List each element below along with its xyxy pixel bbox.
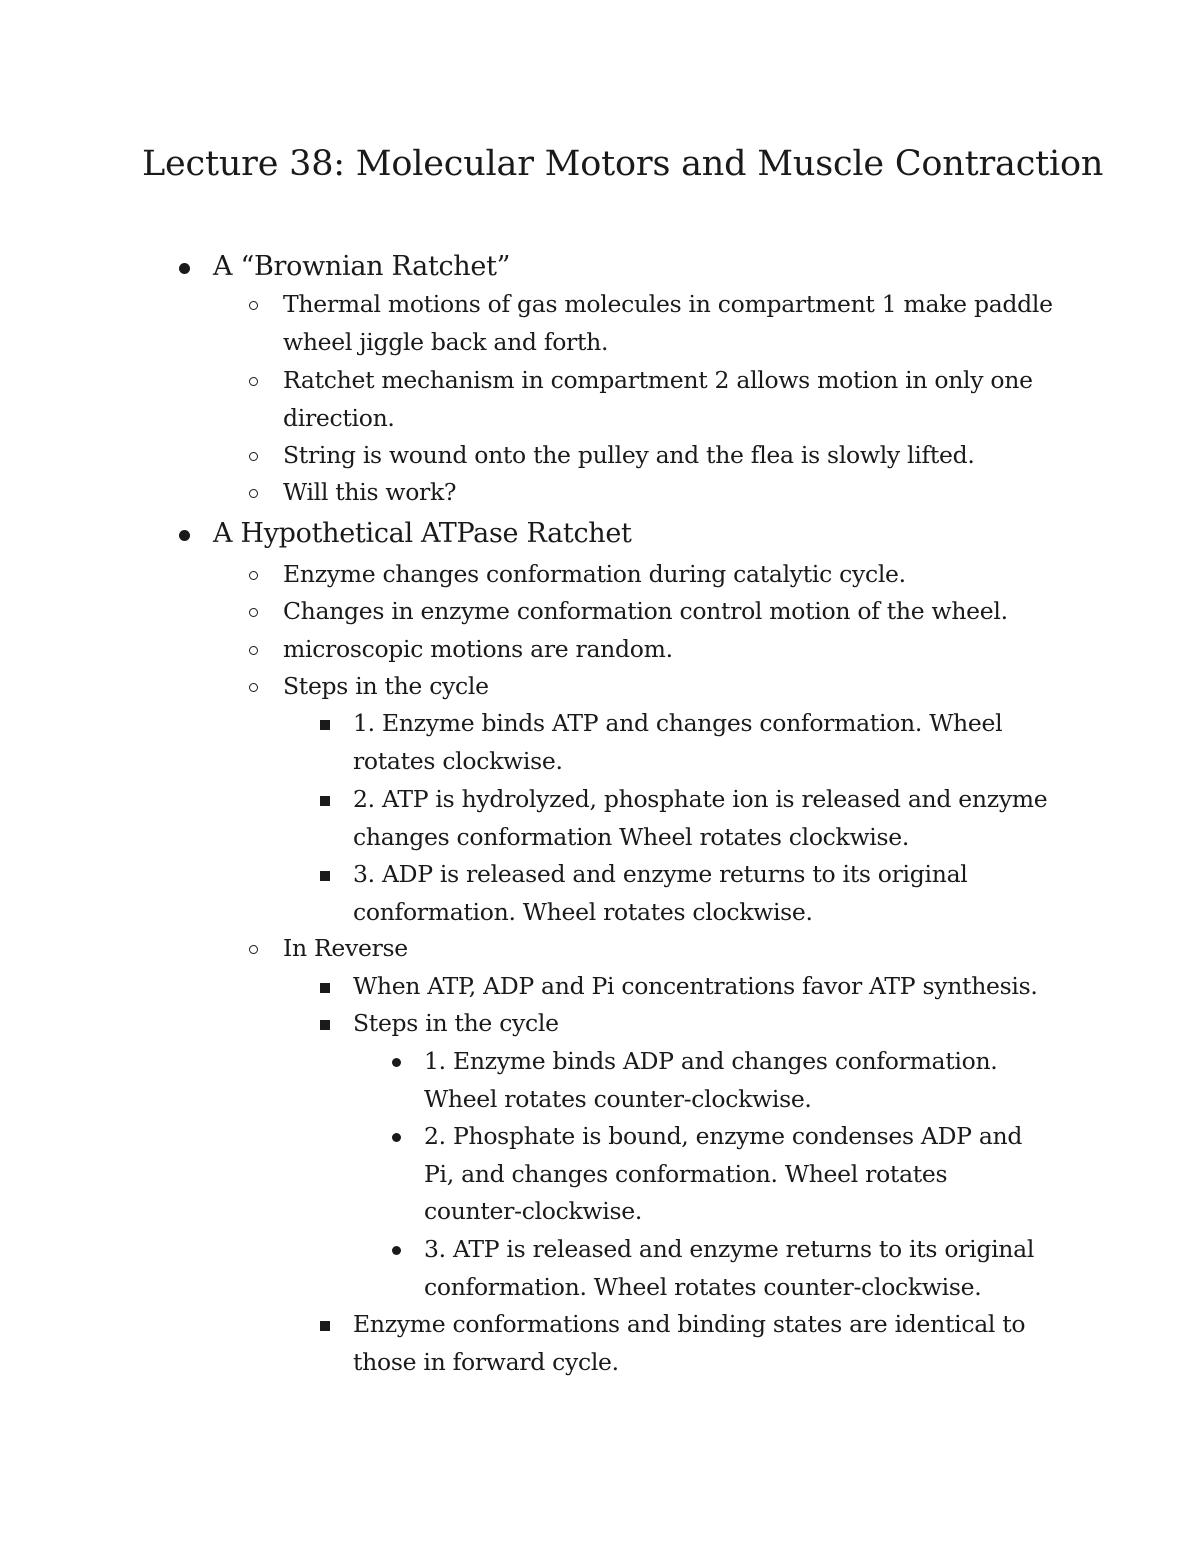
bullet-disc-icon [179,530,190,541]
bullet-square-icon [320,1020,330,1030]
list-item-level2: Changes in enzyme conformation control motion of the wheel. [283,593,1008,631]
bullet-disc-icon [392,1058,401,1067]
list-item-level2: Will this work? [283,474,456,512]
bullet-circle-icon [249,608,258,617]
bullet-circle-icon [249,489,258,498]
list-item-level2: Thermal motions of gas molecules in compartment 1 make paddle wheel jiggle back and forth. [283,286,1053,361]
bullet-disc-icon [392,1133,401,1142]
list-item-level4: 2. Phosphate is bound, enzyme condenses ADP and Pi, and changes conformation. Wheel rotates counter-clockwise. [424,1118,1022,1231]
section-heading: A Hypothetical ATPase Ratchet [213,518,632,549]
list-item-level4: 3. ATP is released and enzyme returns to its original conformation. Wheel rotates counter-clockwise. [424,1231,1034,1306]
bullet-square-icon [320,720,330,730]
list-item-level3: Enzyme conformations and binding states are identical to those in forward cycle. [353,1306,1025,1381]
section-heading: A “Brownian Ratchet” [213,251,511,282]
list-item-level2: Ratchet mechanism in compartment 2 allows motion in only one direction. [283,362,1033,437]
bullet-square-icon [320,796,330,806]
bullet-circle-icon [249,571,258,580]
list-item-level2: In Reverse [283,930,408,968]
list-item-level3: When ATP, ADP and Pi concentrations favor ATP synthesis. [353,968,1038,1006]
list-item-level2: Enzyme changes conformation during catalytic cycle. [283,556,906,594]
list-item-level1 [213,514,632,554]
list-item-level3: 1. Enzyme binds ATP and changes conformation. Wheel rotates clockwise. [353,705,1002,780]
bullet-circle-icon [249,646,258,655]
list-item-level2: Steps in the cycle [283,668,489,706]
list-item-level2: microscopic motions are random. [283,631,673,669]
list-item-level4: 1. Enzyme binds ADP and changes conformation. Wheel rotates counter-clockwise. [424,1043,997,1118]
list-item-level1 [213,247,510,287]
bullet-circle-icon [249,377,258,386]
bullet-disc-icon [179,263,190,274]
bullet-circle-icon [249,452,258,461]
page-title: Lecture 38: Molecular Motors and Muscle Contraction [142,144,1104,184]
bullet-circle-icon [249,301,258,310]
bullet-square-icon [320,1321,330,1331]
bullet-circle-icon [249,683,258,692]
bullet-circle-icon [249,945,258,954]
list-item-level2: String is wound onto the pulley and the flea is slowly lifted. [283,437,975,475]
list-item-level3: Steps in the cycle [353,1005,559,1043]
bullet-square-icon [320,871,330,881]
list-item-level3: 3. ADP is released and enzyme returns to its original conformation. Wheel rotates clockwise. [353,856,968,931]
bullet-disc-icon [392,1246,401,1255]
list-item-level3: 2. ATP is hydrolyzed, phosphate ion is released and enzyme changes conformation Wheel rotates clockwise. [353,781,1047,856]
bullet-square-icon [320,983,330,993]
